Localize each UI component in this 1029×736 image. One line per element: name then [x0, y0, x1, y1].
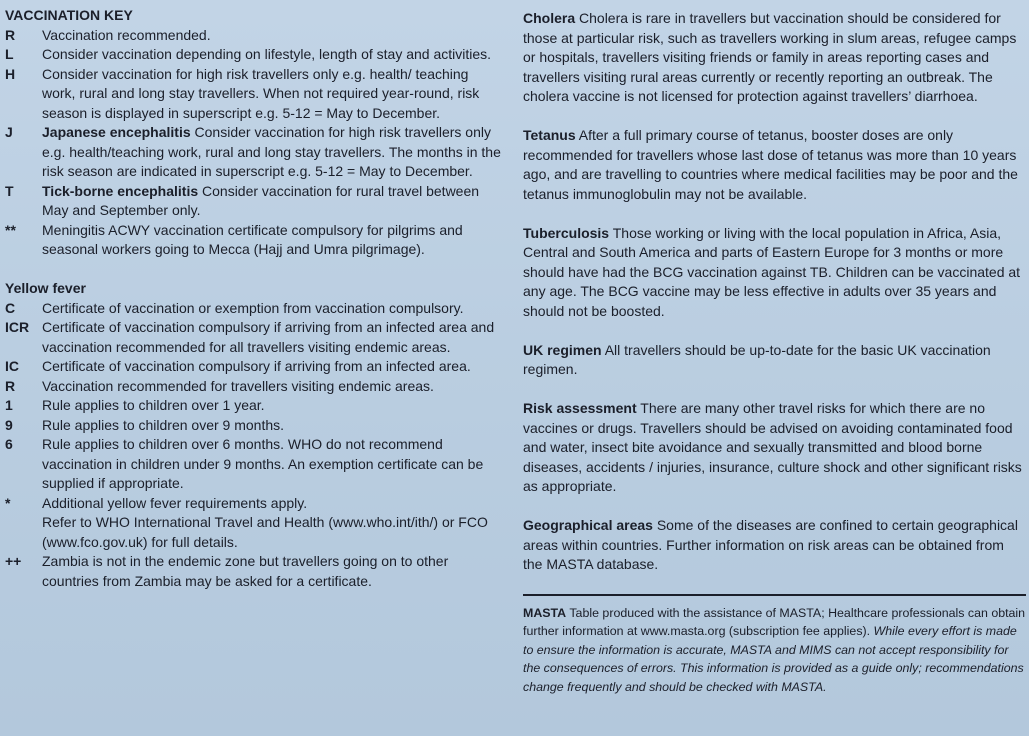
left-column [5, 6, 505, 591]
key-desc [42, 26, 505, 46]
key-desc [42, 65, 505, 124]
key-desc [42, 123, 505, 182]
yf-code: ICR [5, 319, 30, 335]
masta-disclaimer: While every effort is made to ensure the information is accurate, MASTA and MIMS can not accept responsibility for the consequences of errors. This information is provided as a guide only; recommendations change frequently and should be checked with MASTA. [523, 624, 1024, 694]
key-code: T [5, 182, 14, 199]
yf-row [5, 299, 505, 319]
section-heading: Tetanus [523, 127, 576, 143]
yf-row [5, 377, 505, 397]
right-column [523, 9, 1026, 696]
yf-text: Vaccination recommended for travellers visiting endemic areas. [42, 377, 434, 394]
yf-row [5, 396, 505, 416]
yf-code: 9 [5, 416, 13, 433]
risk-assessment-section [523, 399, 1026, 497]
yf-code: C [5, 299, 16, 316]
yf-code: * [5, 494, 11, 511]
key-term: Japanese encephalitis [42, 124, 191, 140]
yf-row [5, 416, 505, 436]
section-gap [5, 260, 505, 280]
yf-text: Additional yellow fever requirements apply. [42, 494, 308, 511]
section-text: Cholera is rare in travellers but vaccination should be considered for those at particular risk, such as travellers working in slum areas, refugee camps or hospitals, travellers visiting friends or family in areas reporting cases and travellers visiting rural areas currently or recently reporting an outbreak. The cholera vaccine is not licensed for protection against travellers’ diarrhoea. [523, 10, 1017, 104]
tetanus-section [523, 126, 1026, 204]
yellow-fever-title: Yellow fever [5, 280, 86, 296]
section-text: Those working or living with the local population in Africa, Asia, Central and South America and parts of Eastern Europe for 3 months or more should have had the BCG vaccination against TB. Children can be vaccinated at any age. The BCG vaccine may be less effective in adults over 35 years and should not be boosted. [523, 224, 1021, 319]
yf-code: ++ [5, 553, 22, 569]
section-heading: Cholera [523, 10, 576, 26]
section-heading: Geographical areas [523, 517, 653, 533]
section-text: There are many other travel risks for which there are no vaccines or drugs. Travellers should be advised on avoiding contaminated food and water, insect bite avoidance and sexually transmitted and blood borne diseases, accidents / injuries, insurance, culture shock and other significant risks as appropriate. [523, 400, 1022, 494]
tuberculosis-section [523, 224, 1026, 322]
masta-text: Table produced with the assistance of MASTA; Healthcare professionals can obtain further information at www.masta.org (subscription fee applies). [523, 606, 1026, 639]
section-heading: Risk assessment [523, 400, 637, 416]
yf-text: Zambia is not in the endemic zone but travellers going on to other countries from Zambia may be asked for a certificate. [42, 553, 449, 589]
yf-row [5, 318, 505, 357]
vaccination-key-title: VACCINATION KEY [5, 7, 133, 23]
yf-row [5, 357, 505, 377]
yf-text: Rule applies to children over 9 months. [42, 416, 285, 433]
key-text: Consider vaccination for rural travel between May and September only. [42, 182, 480, 218]
key-row [5, 65, 505, 124]
key-desc [42, 182, 505, 221]
key-code: J [5, 124, 13, 140]
key-code: ** [5, 221, 16, 238]
section-text: Some of the diseases are confined to certain geographical areas within countries. Further information on risk areas can be obtained from the MASTA database. [523, 517, 1018, 572]
yf-row [5, 435, 505, 494]
key-code: H [5, 65, 16, 82]
geographical-areas-section [523, 516, 1026, 575]
yf-code: 1 [5, 397, 13, 413]
yf-text: Refer to WHO International Travel and Health (www.who.int/ith/) or FCO (www.fco.gov.uk) for full details. [42, 514, 488, 550]
section-text: All travellers should be up-to-date for the basic UK vaccination regimen. [523, 341, 991, 377]
yf-text: Certificate of vaccination compulsory if arriving from an infected area. [42, 358, 471, 374]
key-desc [42, 221, 505, 260]
yf-row [5, 494, 505, 514]
cholera-section [523, 9, 1026, 107]
yf-text: Certificate of vaccination or exemption from vaccination compulsory. [42, 299, 464, 316]
key-row [5, 221, 505, 260]
key-row [5, 26, 505, 46]
yf-text: Rule applies to children over 1 year. [42, 397, 265, 413]
yf-row [5, 513, 505, 552]
yf-row [5, 552, 505, 591]
yf-text: Certificate of vaccination compulsory if arriving from an infected area and vaccination recommended for all travellers visiting endemic areas. [42, 319, 495, 355]
key-row [5, 123, 505, 182]
key-desc [42, 45, 505, 65]
yf-code [5, 513, 42, 552]
key-code: L [5, 46, 14, 62]
key-row [5, 182, 505, 221]
uk-regimen-section [523, 341, 1026, 380]
masta-note [523, 604, 1026, 696]
masta-divider [523, 594, 1026, 596]
yf-code: IC [5, 358, 19, 374]
yf-code: 6 [5, 436, 13, 452]
key-text: Consider vaccination for high risk travellers only e.g. health/teaching work, rural and long stay travellers. The months in the risk season are indicated in superscript e.g. 5-12 = May to December. [42, 124, 501, 179]
key-text: Vaccination recommended. [42, 26, 211, 43]
key-row [5, 45, 505, 65]
yf-text: Rule applies to children over 6 months. WHO do not recommend vaccination in children under 9 months. An exemption certificate can be supplied if appropriate. [42, 436, 484, 491]
section-text: After a full primary course of tetanus, booster doses are only recommended for travellers whose last dose of tetanus was more than 10 years ago, and are travelling to countries where medical facilities may be poor and the tetanus immunoglobulin may not be available. [523, 127, 1018, 202]
key-text: Consider vaccination depending on lifestyle, length of stay and activities. [42, 46, 492, 62]
key-code: R [5, 26, 16, 43]
section-heading: UK regimen [523, 341, 602, 358]
section-heading: Tuberculosis [523, 224, 610, 241]
key-term: Tick-borne encephalitis [42, 182, 199, 199]
key-text: Meningitis ACWY vaccination certificate compulsory for pilgrims and seasonal workers going to Mecca (Hajj and Umra pilgrimage). [42, 221, 463, 257]
key-text: Consider vaccination for high risk travellers only e.g. health/ teaching work, rural and long stay travellers. When not required year-round, risk season is displayed in superscript e.g. 5-12 = May to December. [42, 65, 480, 121]
yf-code: R [5, 377, 16, 394]
masta-label: MASTA [523, 606, 567, 620]
